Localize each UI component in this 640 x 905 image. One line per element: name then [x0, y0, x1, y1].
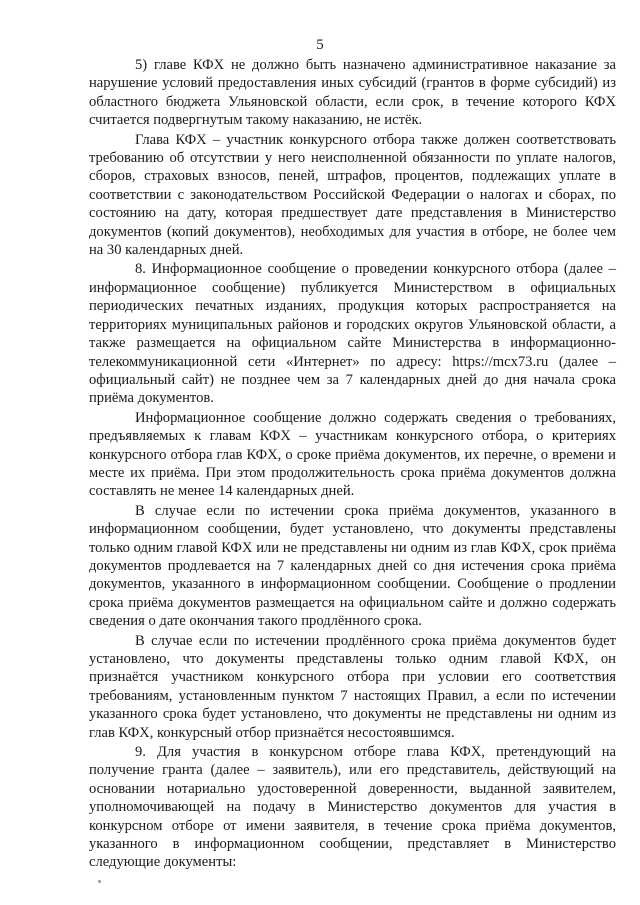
paragraph-extended-term: В случае если по истечении продлённого срока приёма документов будет установлено, что документы представлены только одним главой КФХ, он признаётся участником конкурсного отбора при условии его соответствия требованиям, установленным пунктом 7 настоящих Правил, а если по истечении указанного срока будет установлено, что документы не представлены ни одним из глав КФХ, конкурсный отбор признаётся несостоявшимся.	[89, 632, 616, 741]
paragraph-section-9: 9. Для участия в конкурсном отборе глава КФХ, претендующий на получение гранта (далее – заявитель), или его представитель, действующий на основании нотариально удостоверенной доверенности, выданной заявителем, уполномочивающей на подачу в Министерство документов для участия в конкурсном отборе от имени заявителя, в течение срока приёма документов, указанного в информационном сообщении, представляет в Министерство следующие документы:	[89, 744, 616, 871]
paragraph-extension: В случае если по истечении срока приёма документов, указанного в информационном сообщении, будет установлено, что документы представлены только одним главой КФХ или не представлены ни одним из глав КФХ, срок приёма документов продлевается на 7 календарных дней со дня истечения срока приёма документов, указанного в информационном сообщении. Сообщение о продлении срока приёма документов размещается на официальном сайте и должно содержать сведения о дате окончания такого продлённого срока.	[89, 502, 616, 630]
paragraph-section-8: 8. Информационное сообщение о проведении конкурсного отбора (далее – информационное сообщение) публикуется Министерством в официальных периодических печатных изданиях, продукция которых распространяется на территориях муниципальных районов и городских округов Ульяновской области, а также размещается на официальном сайте Министерства в информационно-телекоммуникационной сети «Интернет» по адресу: https://mcx73.ru (далее – официальный сайт) не позднее чем за 7 календарных дней до дня начала срока приёма документов.	[89, 261, 616, 407]
document-body	[89, 56, 616, 872]
paragraph-condition-5: 5) главе КФХ не должно быть назначено административное наказание за нарушение условий предоставления иных субсидий (грантов в форме субсидий) из областного бюджета Ульяновской области, если срок, в течение которого КФХ считается подвергнутым такому наказанию, не истёк.	[89, 57, 616, 129]
paragraph-tax-requirement: Глава КФХ – участник конкурсного отбора также должен соответствовать требованию об отсутствии у него неисполненной обязанности по уплате налогов, сборов, страховых взносов, пеней, штрафов, процентов, подлежащих уплате в соответствии с законодательством Российской Федерации о налогах и сборах, по состоянию на дату, которая предшествует дате представления в Министерство документов (копий документов), необходимых для участия в отборе, не более чем на 30 календарных дней.	[89, 131, 616, 259]
scan-speck	[98, 880, 101, 883]
paragraph-announcement-content: Информационное сообщение должно содержать сведения о требованиях, предъявляемых к главам КФХ – участникам конкурсного отбора, о критериях конкурсного отбора глав КФХ, о сроке приёма документов, их перечне, о времени и месте их приёма. При этом продолжительность срока приёма документов должна составлять не менее 14 календарных дней.	[89, 409, 616, 500]
page-number: 5	[316, 37, 324, 53]
